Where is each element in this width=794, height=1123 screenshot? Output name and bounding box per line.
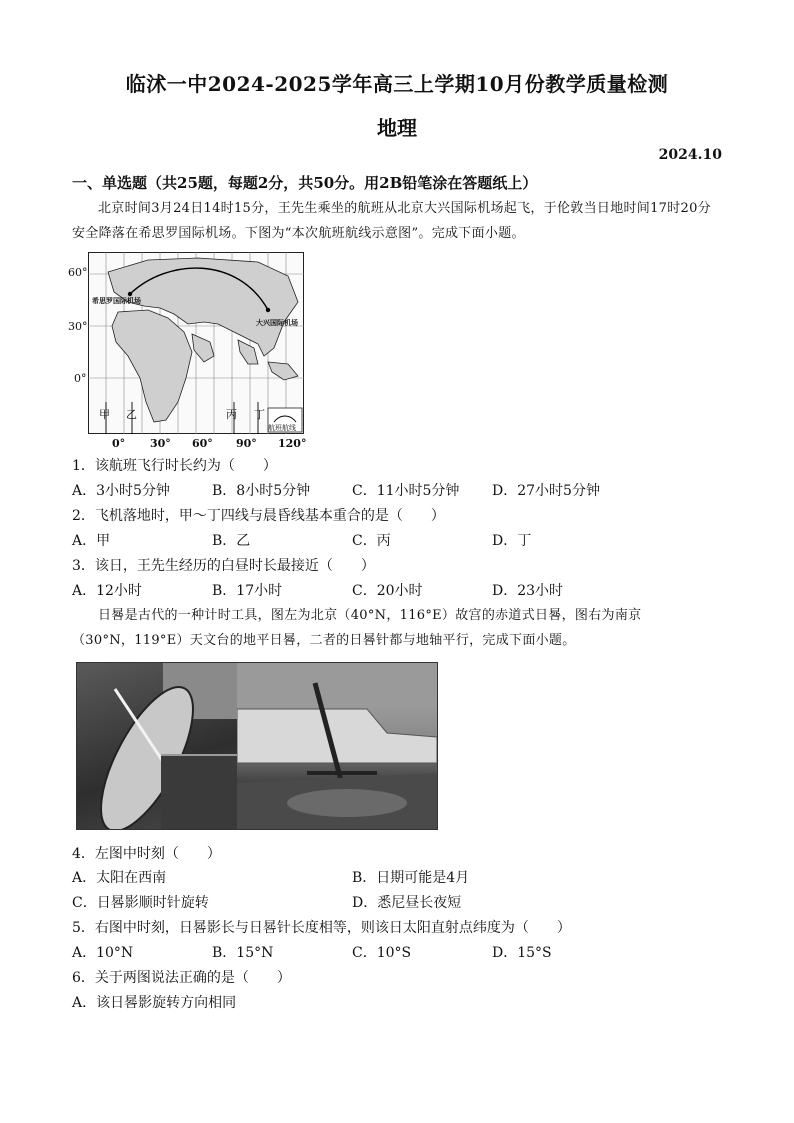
line-label-jia: 甲	[99, 408, 110, 421]
lon-label-60: 60°	[192, 437, 213, 450]
question-1: 1．该航班飞行时长约为（ ）	[72, 458, 277, 474]
q2-option-d: D．丁	[492, 533, 532, 549]
line-label-yi: 乙	[126, 408, 137, 421]
q4-option-b: B．日期可能是4月	[352, 870, 470, 886]
sundial-photos	[76, 662, 438, 830]
q5-option-c: C．10°S	[352, 945, 412, 961]
passage-1-line-1: 北京时间3月24日14时15分，王先生乘坐的航班从北京大兴国际机场起飞，于伦敦当日地时间17时20分	[98, 201, 711, 216]
q1-option-d: D．27小时5分钟	[492, 483, 600, 499]
lon-label-0: 0°	[112, 437, 126, 450]
question-4: 4．左图中时刻（ ）	[72, 846, 221, 862]
map-legend-label: 航班航线	[268, 424, 296, 432]
q3-option-a: A．12小时	[72, 583, 142, 599]
lat-label-0: 0°	[74, 372, 87, 385]
q5-option-d: D．15°S	[492, 945, 552, 961]
q2-option-c: C．丙	[352, 533, 391, 549]
horizontal-sundial-photo	[237, 663, 437, 829]
lon-label-120: 120°	[278, 437, 307, 450]
question-6: 6．关于两图说法正确的是（ ）	[72, 970, 291, 986]
exam-subject: 地理	[377, 116, 417, 140]
lon-label-30: 30°	[150, 437, 171, 450]
q6-option-a: A．该日晷影旋转方向相同	[72, 995, 237, 1011]
q5-option-b: B．15°N	[212, 945, 274, 961]
q5-option-a: A．10°N	[72, 945, 134, 961]
q3-option-c: C．20小时	[352, 583, 423, 599]
q1-option-c: C．11小时5分钟	[352, 483, 460, 499]
flight-route-map	[88, 252, 307, 450]
q1-option-a: A．3小时5分钟	[72, 483, 170, 499]
section-heading: 一、单选题（共25题，每题2分，共50分。用2B铅笔涂在答题纸上）	[72, 174, 538, 192]
q2-option-a: A．甲	[72, 533, 111, 549]
passage-2	[72, 603, 724, 653]
passage-2-line-2: （30°N，119°E）天文台的地平日晷，二者的日晷针都与地轴平行，完成下面小题。	[72, 633, 576, 648]
equatorial-sundial-photo	[77, 663, 237, 829]
airport-label-daxing: 大兴国际机场	[256, 318, 298, 327]
passage-1-line-2: 安全降落在希思罗国际机场。下图为“本次航班航线示意图”。完成下面小题。	[72, 226, 525, 241]
lat-label-30: 30°	[68, 320, 88, 333]
passage-2-line-1: 日晷是古代的一种计时工具，图左为北京（40°N，116°E）故宫的赤道式日晷，图右为南京	[98, 608, 642, 623]
q4-option-d: D．悉尼昼长夜短	[352, 895, 462, 911]
airport-label-heathrow: 希思罗国际机场	[92, 296, 141, 305]
exam-title: 临沭一中2024-2025学年高三上学期10月份教学质量检测	[125, 72, 669, 96]
q1-option-b: B．8小时5分钟	[212, 483, 311, 499]
q4-option-c: C．日晷影顺时针旋转	[72, 895, 209, 911]
passage-1	[72, 196, 724, 246]
lon-label-90: 90°	[236, 437, 257, 450]
line-label-bing: 丙	[226, 408, 237, 421]
question-2: 2．飞机落地时，甲～丁四线与晨昏线基本重合的是（ ）	[72, 508, 445, 524]
question-3: 3．该日，王先生经历的白昼时长最接近（ ）	[72, 558, 375, 574]
q2-option-b: B．乙	[212, 533, 251, 549]
lat-label-60: 60°	[68, 266, 88, 279]
exam-date: 2024.10	[658, 147, 722, 163]
q4-option-a: A．太阳在西南	[72, 870, 167, 886]
question-5: 5．右图中时刻，日晷影长与日晷针长度相等，则该日太阳直射点纬度为（ ）	[72, 920, 571, 936]
q3-option-d: D．23小时	[492, 583, 564, 599]
line-label-ding: 丁	[254, 408, 265, 421]
q3-option-b: B．17小时	[212, 583, 283, 599]
